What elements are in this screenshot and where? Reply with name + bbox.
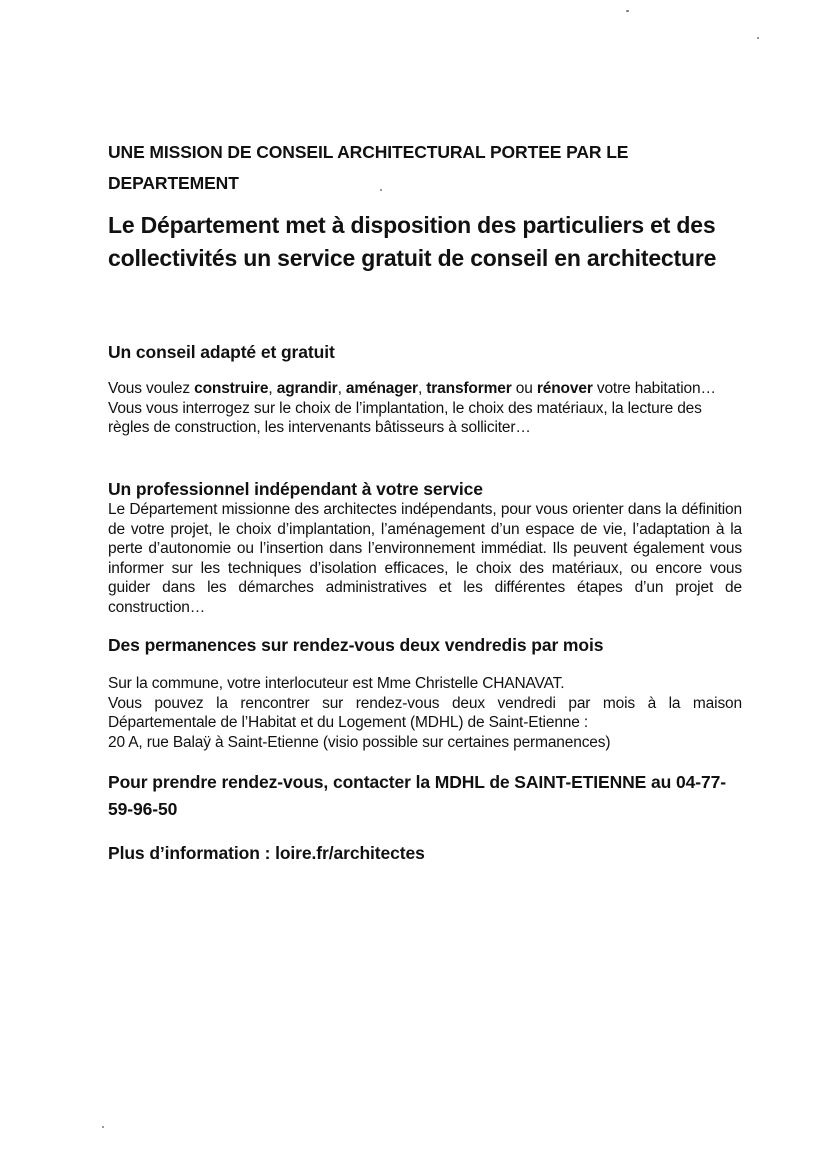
headline: Le Département met à disposition des particuliers et des collectivités un service gratuit de conseil en architecture <box>108 212 717 271</box>
intro-paragraph <box>108 379 742 399</box>
scan-speck <box>380 189 382 191</box>
section-title-conseil: Un conseil adapté et gratuit <box>108 342 335 362</box>
mission-title: UNE MISSION DE CONSEIL ARCHITECTURAL PORTEE PAR LE DEPARTEMENT <box>108 142 629 193</box>
professionnel-paragraph: Le Département missionne des architectes indépendants, pour vous orienter dans la définition de votre projet, le choix d’implantation, l’aménagement d’un espace de vie, l’adaptation à la perte d’autonomie ou l’insertion dans l’environnement immédiat. Ils peuvent également vous informer sur les techniques d’isolation efficaces, le choix des matériaux, ou encore vous guider dans les démarches administratives et les différentes étapes d’un projet de construction… <box>108 501 742 616</box>
intro-or: ou <box>511 380 537 397</box>
section-body-permanences <box>108 674 742 752</box>
intro-separator: , <box>417 380 427 397</box>
scan-speck <box>626 10 629 12</box>
scan-speck <box>757 37 759 39</box>
scan-speck <box>102 1126 104 1128</box>
rendez-vous-paragraph: Vous pouvez la rencontrer sur rendez-vous deux vendredi par mois à la maison Départementale de l’Habitat et du Logement (MDHL) de Saint-Etienne : <box>108 694 742 732</box>
address-line: 20 A, rue Balaÿ à Saint-Etienne (visio possible sur certaines permanences) <box>108 733 611 751</box>
section-title-professionnel: Un professionnel indépendant à votre service <box>108 479 483 499</box>
section-body-conseil <box>108 379 742 438</box>
section-body-professionnel <box>108 500 742 618</box>
contact-line: Pour prendre rendez-vous, contacter la MDHL de SAINT-ETIENNE au 04-77-59-96-50 <box>108 772 726 819</box>
keyword-renover: rénover <box>536 380 593 397</box>
interlocuteur-line: Sur la commune, votre interlocuteur est Mme Christelle CHANAVAT. <box>108 675 565 692</box>
keyword-transformer: transformer <box>426 380 512 397</box>
intro-text: Vous voulez <box>108 380 195 397</box>
questions-paragraph: Vous vous interrogez sur le choix de l’implantation, le choix des matériaux, la lecture des règles de construction, les intervenants bâtisseurs à solliciter… <box>108 399 702 437</box>
keyword-construire: construire <box>194 380 269 397</box>
intro-separator: , <box>268 380 277 397</box>
keyword-agrandir: agrandir <box>276 380 338 397</box>
intro-end: votre habitation… <box>592 380 716 397</box>
more-info-line: Plus d’information : loire.fr/architectes <box>108 843 425 863</box>
keyword-amenager: aménager <box>345 380 418 397</box>
section-title-permanences: Des permanences sur rendez-vous deux vendredis par mois <box>108 635 604 655</box>
intro-separator: , <box>337 380 346 397</box>
